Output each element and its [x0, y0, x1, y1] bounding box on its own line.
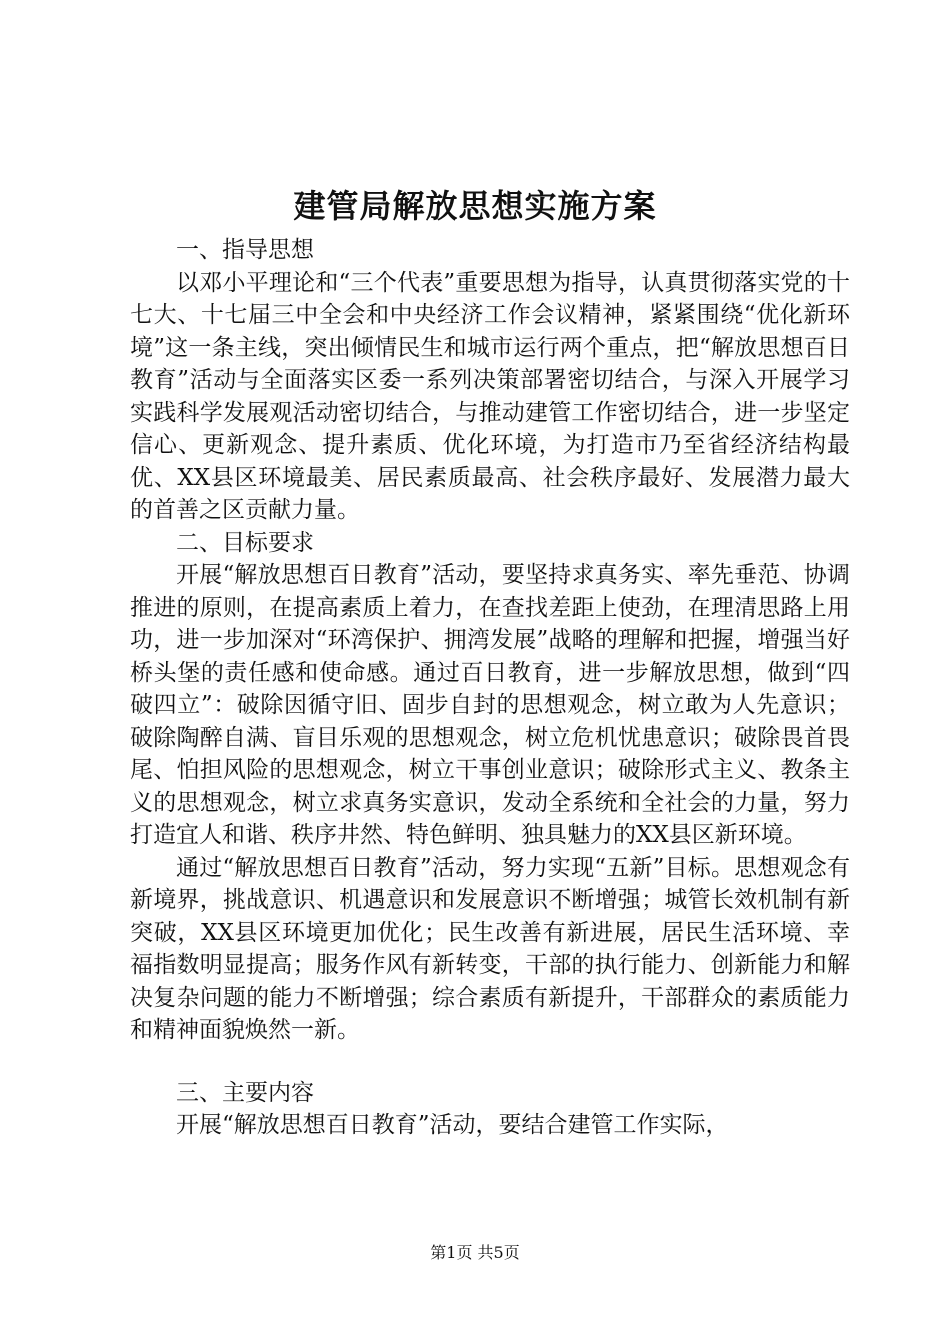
- document-body: [130, 234, 850, 1142]
- section-heading-guiding-thought: 一、指导思想: [176, 237, 314, 263]
- document-title: 建管局解放思想实施方案: [293, 187, 657, 225]
- paragraph-goals-1: 开展“解放思想百日教育”活动，要坚持求真务实、率先垂范、协调推进的原则，在提高素质上着力，在查找差距上使劲，在理清思路上用功，进一步加深对“环湾保护、拥湾发展”战略的理解和把握，增强当好桥头堡的责任感和使命感。通过百日教育，进一步解放思想，做到“四破四立”：破除因循守旧、固步自封的思想观念，树立敢为人先意识；破除陶醉自满、盲目乐观的思想观念，树立危机忧患意识；破除畏首畏尾、怕担风险的思想观念，树立干事创业意识；破除形式主义、教条主义的思想观念，树立求真务实意识，发动全系统和全社会的力量，努力打造宜人和谐、秩序井然、特色鲜明、独具魅力的XX县区新环境。: [130, 562, 850, 848]
- section-heading-main-content: 三、主要内容: [176, 1079, 314, 1106]
- section-heading-goals: 二、目标要求: [176, 529, 314, 556]
- paragraph-guiding-thought: 以邓小平理论和“三个代表”重要思想为指导，认真贯彻落实党的十七大、十七届三中全会和中央经济工作会议精神，紧紧围绕“优化新环境”这一条主线，突出倾情民生和城市运行两个重点，把“解放思想百日教育”活动与全面落实区委一系列决策部署密切结合，与深入开展学习实践科学发展观活动密切结合，与推动建管工作密切结合，进一步坚定信心、更新观念、提升素质、优化环境，为打造市乃至省经济结构最优、XX县区环境最美、居民素质最高、社会秩序最好、发展潜力最大的首善之区贡献力量。: [130, 269, 850, 523]
- page-footer: 第1页 共5页: [430, 1243, 520, 1262]
- paragraph-main-content: 开展“解放思想百日教育”活动，要结合建管工作实际，: [176, 1112, 729, 1138]
- paragraph-goals-2: 通过“解放思想百日教育”活动，努力实现“五新”目标。思想观念有新境界，挑战意识、机遇意识和发展意识不断增强；城管长效机制有新突破，XX县区环境更加优化；民生改善有新进展，居民生活环境、幸福指数明显提高；服务作风有新转变，干部的执行能力、创新能力和解决复杂问题的能力不断增强；综合素质有新提升，干部群众的素质能力和精神面貌焕然一新。: [130, 854, 850, 1043]
